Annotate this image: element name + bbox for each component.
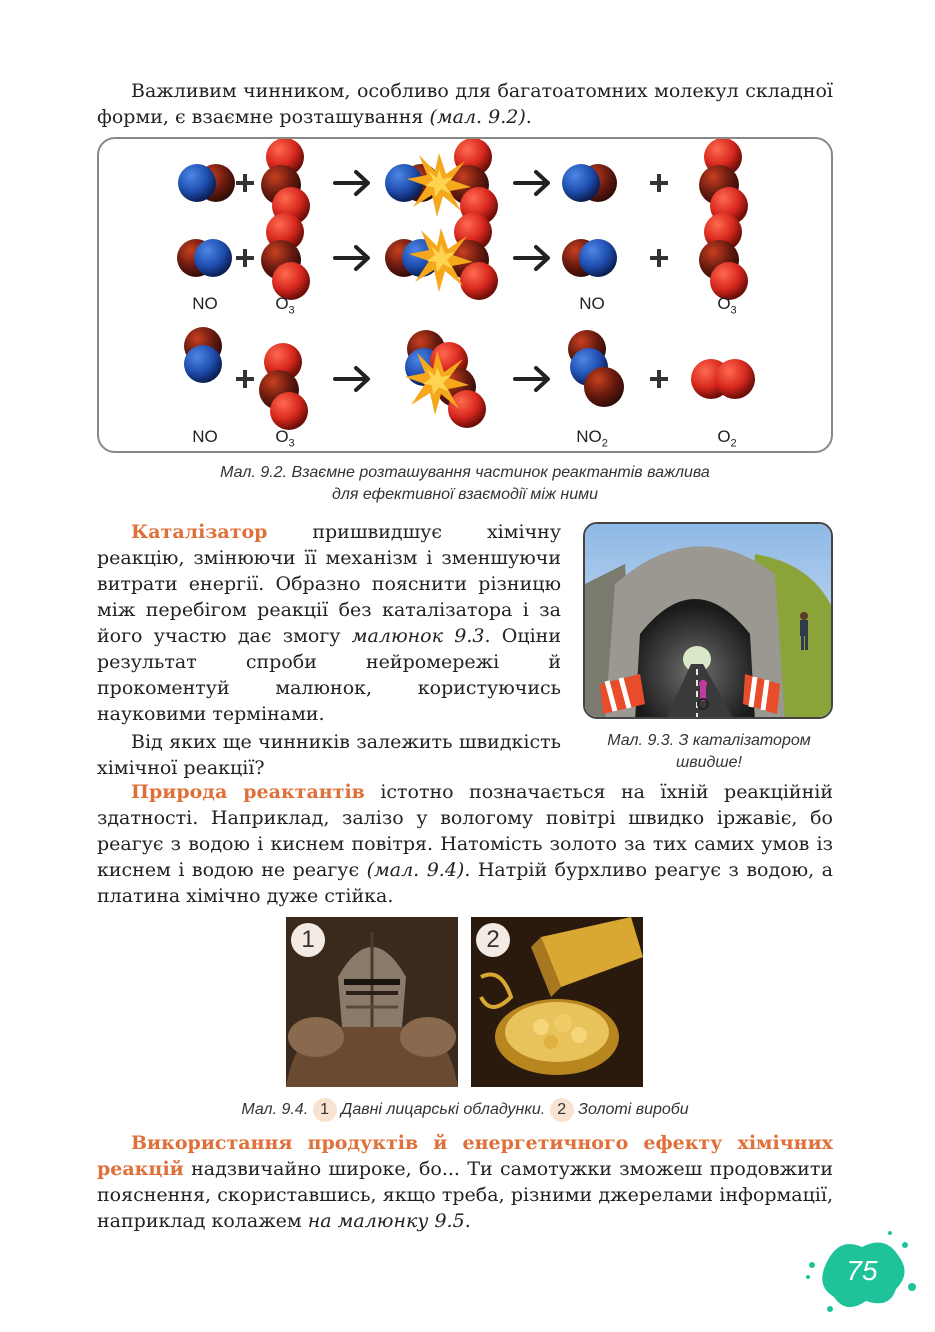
photo-badge: 2 bbox=[476, 923, 510, 957]
label-o3: $O_3$ bbox=[275, 294, 295, 317]
usage-term: Використання продуктів й енергетичного ефекту хімічних реакцій bbox=[97, 1132, 833, 1180]
row3-no2-result bbox=[568, 330, 624, 407]
catalyst-term: Каталізатор bbox=[131, 521, 268, 543]
row3-collision bbox=[405, 330, 486, 428]
intro-ref: (мал. 9.2) bbox=[429, 106, 526, 128]
label-no: NO bbox=[579, 294, 605, 313]
row3-o3-molecule bbox=[259, 343, 308, 430]
label-no: NO bbox=[192, 294, 218, 313]
plus-icon bbox=[236, 249, 254, 267]
arrow-icon bbox=[335, 247, 368, 269]
figure-9-4-armor-photo bbox=[286, 917, 458, 1087]
plus-icon bbox=[236, 370, 254, 388]
figure-9-3-caption: Мал. 9.3. З каталізатором швидше! bbox=[607, 732, 811, 771]
nature-term: Природа реактантів bbox=[131, 781, 365, 803]
usage-paragraph: Використання продуктів й енергетичного ефекту хімічних реакцій надзвичайно широке, бо... Ти самотужки зможеш продовжити пояснення, скориставшись, якщо треба, різними джерелами інформації, наприклад колажем на малюнку 9.5. bbox=[97, 1132, 833, 1232]
label-no: NO bbox=[192, 427, 218, 446]
plus-icon bbox=[650, 370, 668, 388]
rate-question: Від яких ще чинників залежить швидкість хімічної реакції? bbox=[97, 731, 561, 779]
catalyst-paragraph: Каталізатор пришвидшує хімічну реакцію, змінюючи її механізм і зменшуючи витрати енергії. Образно пояснити різницю між перебігом реакції без каталізатора і за його участю дає змогу малюнок 9.3. Оціни результат спроби нейромережі й прокоментуй малюнок, користуючись науковими термінами. bbox=[97, 521, 561, 725]
row1-o3-molecule bbox=[261, 139, 310, 225]
figure-9-2-molecule-orientation bbox=[97, 137, 833, 453]
figure-9-2-caption: Мал. 9.2. Взаємне розташування частинок реактантів важлива для ефективної взаємодії між ними bbox=[220, 464, 710, 503]
row3-no-molecule bbox=[184, 327, 222, 383]
caption-badge: 2 bbox=[550, 1098, 574, 1122]
figure-9-4-caption: Мал. 9.4. 1 Давні лицарські обладунки. 2 Золоті вироби bbox=[97, 1098, 833, 1122]
arrow-icon bbox=[335, 172, 368, 194]
plus-icon bbox=[650, 174, 668, 192]
arrow-icon bbox=[335, 368, 368, 390]
row1-no-result bbox=[562, 164, 617, 202]
nature-ref: (мал. 9.4) bbox=[366, 859, 465, 881]
label-o2: $O_2$ bbox=[717, 427, 737, 450]
row3-o2-result bbox=[691, 359, 755, 399]
nature-paragraph: Природа реактантів істотно позначається на їхній реакційній здатності. Наприклад, залізо у вологому повітрі швидко іржавіє, бо реагує з водою і киснем повітря. Натомість золото за тих самих умов із киснем і водою не реагує (мал. 9.4). Натрій бурхливо реагує з водою, а платина хімічно дуже стійка. bbox=[97, 781, 834, 907]
caption-badge: 1 bbox=[313, 1098, 337, 1122]
intro-text: Важливим чинником, особливо для багатоатомних молекул складної форми, є взаємне розташування bbox=[97, 80, 833, 128]
plus-icon bbox=[650, 249, 668, 267]
row2-no-result bbox=[562, 239, 617, 277]
page-number: 75 bbox=[846, 1255, 878, 1286]
intro-paragraph: Важливим чинником, особливо для багатоатомних молекул складної форми, є взаємне розташування (мал. 9.2). bbox=[97, 80, 833, 128]
arrow-icon bbox=[515, 172, 548, 194]
figure-9-3-tunnel-image bbox=[583, 522, 833, 719]
label-no2: $NO_2$ bbox=[576, 427, 608, 450]
figure-9-4-gold-photo bbox=[471, 917, 643, 1087]
photo-badge: 1 bbox=[291, 923, 325, 957]
plus-icon bbox=[236, 174, 254, 192]
row1-no-molecule bbox=[178, 164, 235, 202]
row2-no-molecule bbox=[177, 239, 232, 277]
row2-o3-result bbox=[699, 213, 748, 300]
page-number-badge bbox=[800, 1225, 920, 1320]
catalyst-ref: малюнок 9.3 bbox=[351, 625, 485, 647]
row2-o3-molecule bbox=[261, 213, 310, 300]
usage-ref: на малюнку 9.5 bbox=[307, 1210, 465, 1232]
label-o3: $O_3$ bbox=[717, 294, 737, 317]
row2-collision bbox=[385, 213, 498, 300]
arrow-icon bbox=[515, 368, 548, 390]
row1-collision bbox=[385, 139, 498, 225]
arrow-icon bbox=[515, 247, 548, 269]
label-o3: $O_3$ bbox=[275, 427, 295, 450]
row1-o3-result bbox=[699, 139, 748, 225]
